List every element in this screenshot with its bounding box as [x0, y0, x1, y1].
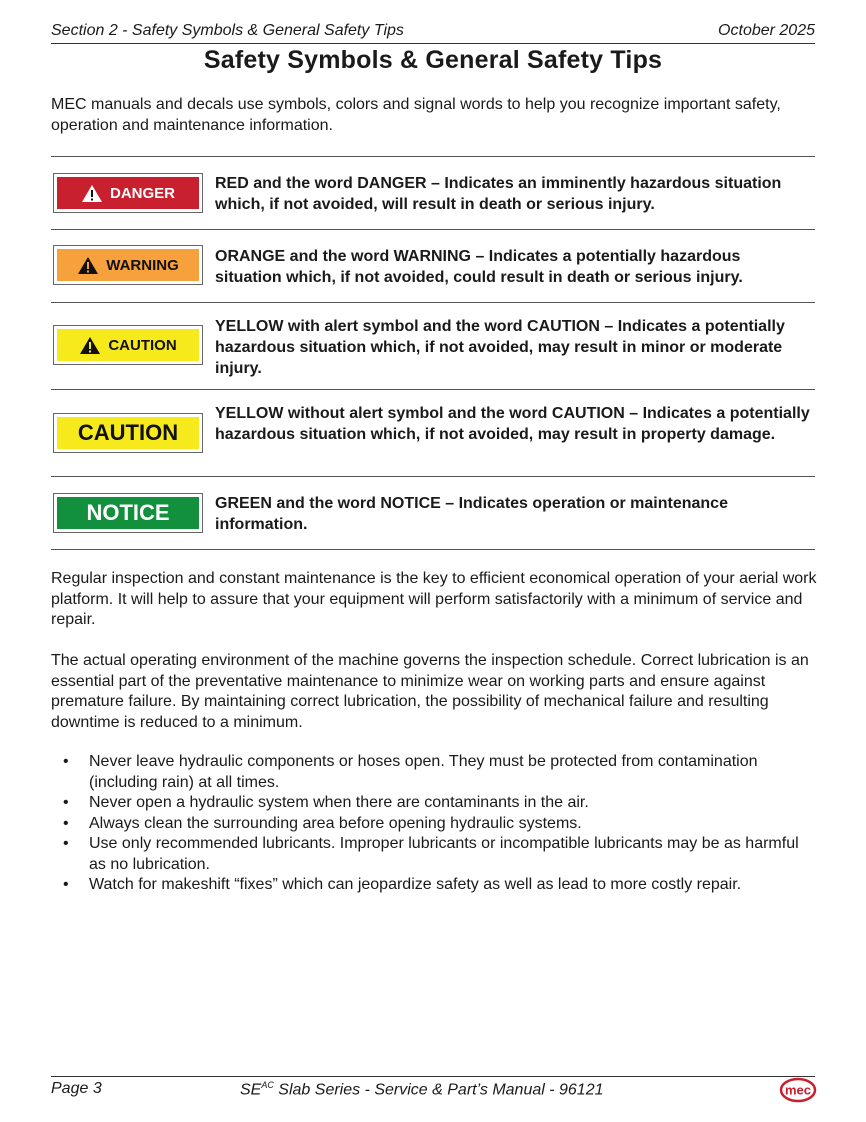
page-number: Page 3	[51, 1080, 102, 1097]
notice-badge	[53, 493, 203, 533]
footer-divider	[51, 1076, 815, 1077]
table-divider	[51, 229, 815, 230]
intro-paragraph: MEC manuals and decals use symbols, colors and signal words to help you recognize important safety, operation and maintenance information.	[51, 96, 781, 134]
table-divider	[51, 476, 815, 477]
alert-triangle-icon	[79, 336, 101, 355]
bullet-marker: •	[63, 876, 69, 893]
header-section: Section 2 - Safety Symbols & General Safety Tips	[51, 22, 404, 39]
header-divider	[51, 43, 815, 44]
list-item	[51, 834, 815, 875]
bullet-marker: •	[63, 835, 69, 852]
warning-description: ORANGE and the word WARNING – Indicates a potentially hazardous situation which, if not avoided, could result in death or serious injury.	[215, 248, 743, 286]
manual-title-prefix: SE	[240, 1081, 262, 1099]
caution-description: YELLOW without alert symbol and the word CAUTION – Indicates a potentially hazardous situation which, if not avoided, may result in property damage.	[215, 405, 810, 443]
bullet-marker: •	[63, 753, 69, 770]
list-item-text: Always clean the surrounding area before opening hydraulic systems.	[89, 814, 582, 832]
list-item	[51, 793, 815, 814]
manual-title-superscript: AC	[261, 1080, 274, 1090]
caution-alert-description: YELLOW with alert symbol and the word CAUTION – Indicates a potentially hazardous situation which, if not avoided, may result in minor or moderate injury.	[215, 318, 785, 377]
list-item	[51, 752, 815, 793]
caution-label: CAUTION	[77, 420, 179, 445]
danger-badge	[53, 173, 203, 213]
mec-logo-text: mec	[784, 1082, 812, 1098]
caution-badge-fill	[57, 417, 199, 449]
list-item	[51, 814, 815, 835]
table-divider	[51, 156, 815, 157]
notice-label: NOTICE	[86, 500, 170, 525]
manual-title-rest: Slab Series - Service & Part’s Manual - 96121	[273, 1081, 604, 1099]
page-title: Safety Symbols & General Safety Tips	[203, 46, 663, 74]
warning-label: WARNING	[106, 256, 179, 274]
notice-description: GREEN and the word NOTICE – Indicates operation or maintenance information.	[215, 495, 728, 533]
table-divider	[51, 389, 815, 390]
caution-badge	[53, 413, 203, 453]
danger-description: RED and the word DANGER – Indicates an imminently hazardous situation which, if not avoided, will result in death or serious injury.	[215, 175, 782, 213]
list-item-text: Watch for makeshift “fixes” which can jeopardize safety as well as lead to more costly repair.	[89, 876, 742, 893]
bullet-marker: •	[63, 814, 69, 832]
caution-alert-badge	[53, 325, 203, 365]
danger-badge-fill	[57, 177, 199, 209]
header-date: October 2025	[718, 22, 815, 39]
inspection-paragraph: Regular inspection and constant maintenance is the key to efficient economical operation of your aerial work platform. It will help to assure that your equipment will perform satisfactorily with a minimum of service and repair.	[51, 570, 817, 628]
alert-triangle-icon	[77, 256, 99, 275]
list-item	[51, 875, 815, 896]
bullet-marker: •	[63, 794, 69, 811]
manual-title	[240, 1080, 604, 1099]
warning-badge-fill	[57, 249, 199, 281]
list-item-text: Use only recommended lubricants. Improper lubricants or incompatible lubricants may be as harmful as no lubrication.	[89, 835, 799, 873]
notice-badge-fill	[57, 497, 199, 529]
table-divider	[51, 549, 815, 550]
caution-alert-label: CAUTION	[108, 336, 177, 354]
mec-logo	[779, 1077, 817, 1103]
warning-badge	[53, 245, 203, 285]
danger-label: DANGER	[109, 184, 175, 202]
list-item-text: Never open a hydraulic system when there are contaminants in the air.	[89, 794, 589, 811]
lubrication-paragraph: The actual operating environment of the machine governs the inspection schedule. Correct lubrication is an essential part of the preventative maintenance to minimize wear on working parts and ensure against premature failure. By maintaining correct lubrication, the possibility of mechanical failure and resulting downtime is reduced to a minimum.	[51, 652, 809, 731]
alert-triangle-icon	[81, 184, 103, 203]
maintenance-tips-list	[51, 752, 815, 896]
list-item-text: Never leave hydraulic components or hoses open. They must be protected from contamination (including rain) at all times.	[89, 753, 758, 791]
caution-alert-badge-fill	[57, 329, 199, 361]
table-divider	[51, 302, 815, 303]
